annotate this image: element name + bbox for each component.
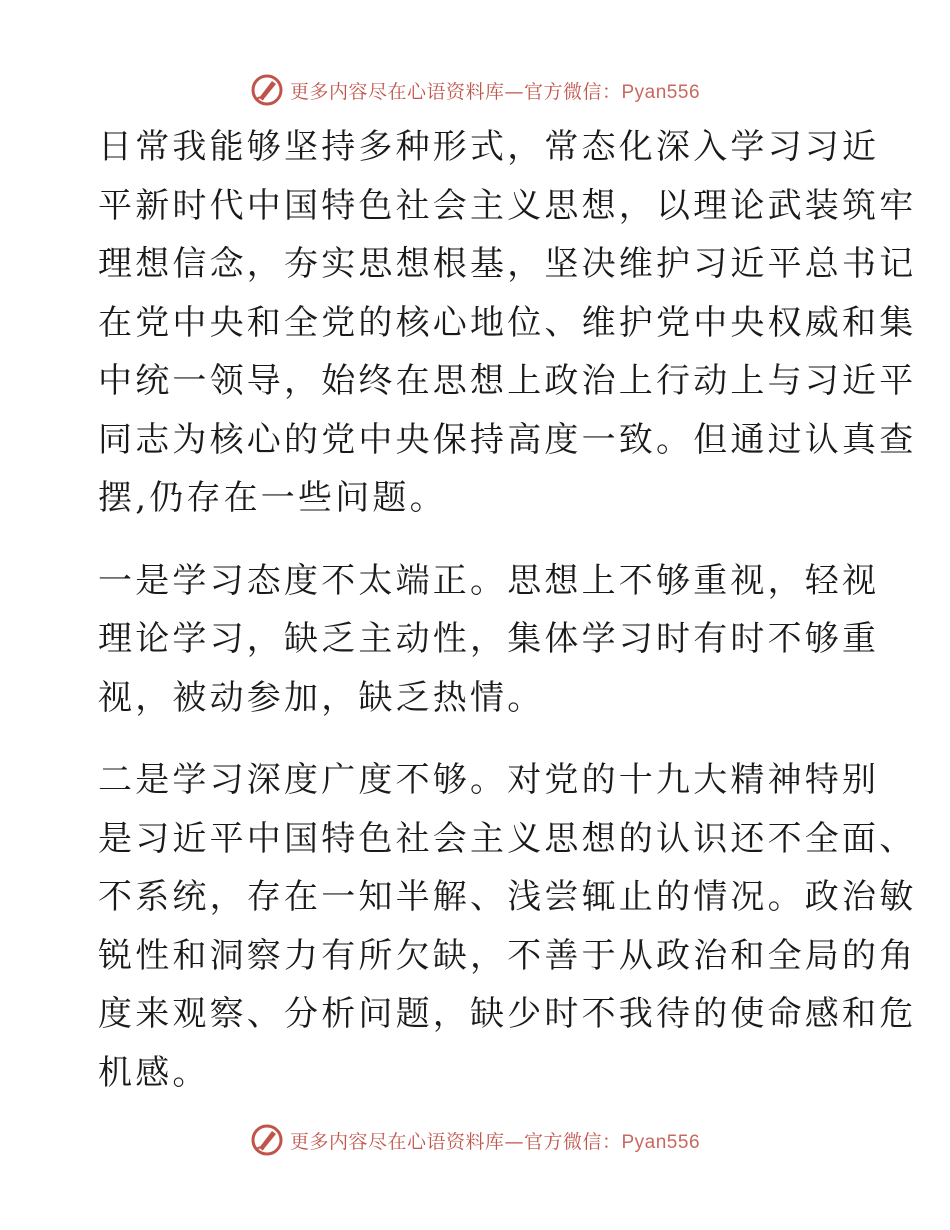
text-line: 同志为核心的党中央保持高度一致。但通过认真查: [98, 419, 917, 460]
banner-separator: —: [504, 1130, 524, 1153]
paragraph-gap: [98, 727, 852, 751]
wechat-id: Pyan556: [621, 81, 701, 103]
banner-separator: —: [504, 80, 524, 103]
text-line: 日常我能够坚持多种形式，常态化深入学习习近: [98, 127, 880, 167]
paragraph-gap: [98, 528, 852, 552]
banner-title: 更多内容尽在心语资料库: [289, 80, 505, 103]
quill-seal-icon: [250, 1123, 284, 1157]
text-line: 理想信念，夯实思想根基，坚决维护习近平总书记: [98, 244, 917, 284]
text-line: 是习近平中国特色社会主义思想的认识还不全面、: [98, 818, 917, 859]
wechat-label: 官方微信：: [523, 80, 622, 103]
text-line: 平新时代中国特色社会主义思想，以理论武装筑牢: [98, 185, 917, 226]
wechat-id: Pyan556: [621, 1131, 701, 1153]
quill-seal-icon: [250, 73, 284, 107]
wechat-label: 官方微信：: [523, 1130, 622, 1153]
text-line: 锐性和洞察力有所欠缺，不善于从政治和全局的角: [98, 935, 917, 976]
text-line: 一是学习态度不太端正。思想上不够重视，轻视: [98, 560, 880, 601]
text-line: 理论学习，缺乏主动性，集体学习时有时不够重: [98, 619, 880, 659]
header-banner: [0, 72, 950, 108]
text-line: 机感。: [98, 1052, 210, 1093]
paragraph-point-one: [98, 552, 880, 728]
text-line: 视，被动参加，缺乏热情。: [98, 677, 545, 718]
text-line: 二是学习深度广度不够。对党的十九大精神特别: [98, 760, 880, 800]
document-body: [98, 118, 917, 1102]
banner-title: 更多内容尽在心语资料库: [289, 1130, 505, 1153]
text-line: 在党中央和全党的核心地位、维护党中央权威和集: [98, 302, 917, 343]
text-line: 中统一领导，始终在思想上政治上行动上与习近平: [98, 361, 917, 401]
text-line: 摆,仍存在一些问题。: [98, 478, 447, 518]
footer-banner: [0, 1122, 950, 1158]
banner-text: [290, 1127, 700, 1154]
paragraph-intro: [98, 118, 917, 528]
paragraph-point-two: [98, 751, 917, 1102]
banner-text: [290, 77, 700, 104]
text-line: 不系统，存在一知半解、浅尝辄止的情况。政治敏: [98, 877, 917, 917]
text-line: 度来观察、分析问题，缺少时不我待的使命感和危: [98, 994, 917, 1034]
